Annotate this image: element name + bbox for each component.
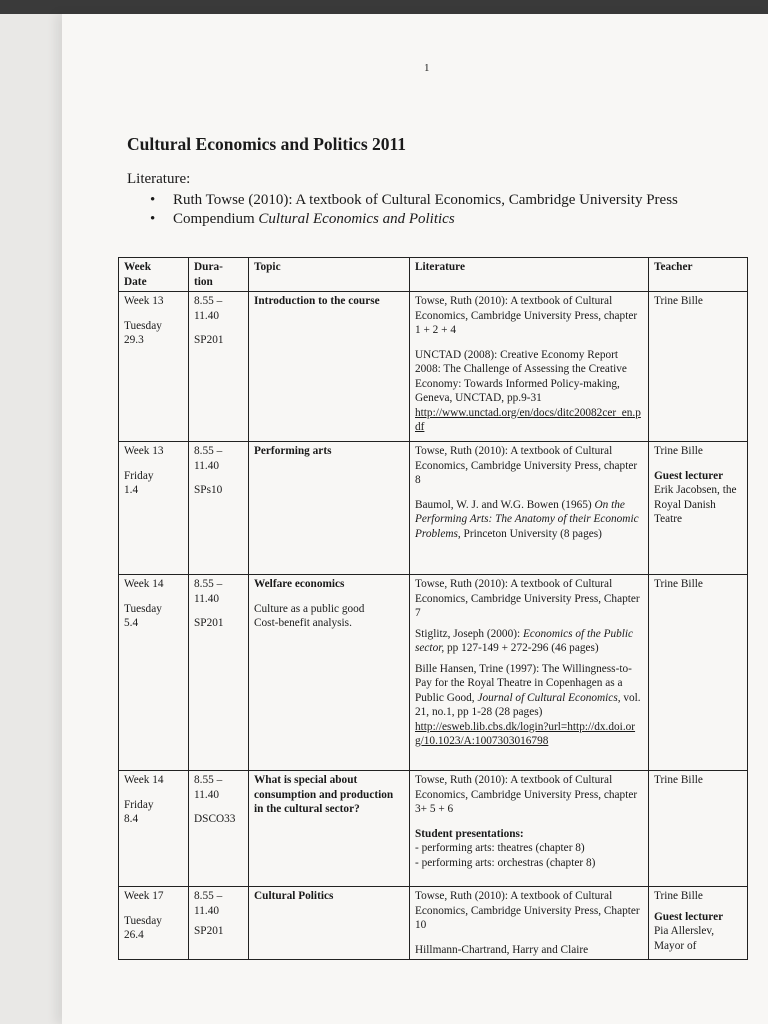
- document-title: Cultural Economics and Politics 2011: [127, 134, 407, 154]
- cell-duration: [189, 887, 249, 960]
- presentation-item: - performing arts: orchestras (chapter 8): [415, 856, 596, 869]
- header-literature: Literature: [410, 258, 649, 292]
- cell-topic: [249, 292, 410, 442]
- page-number: 1: [424, 62, 430, 74]
- cell-literature: [410, 887, 649, 960]
- header-duration-line1: Dura-: [194, 261, 223, 273]
- teacher: Trine Bille: [654, 774, 703, 786]
- literature-item-prefix: Compendium: [173, 211, 259, 227]
- header-date: Date: [124, 275, 147, 288]
- literature-item-title: Cultural Economics and Politics: [258, 211, 455, 227]
- week: Week 13: [124, 295, 164, 307]
- literature-source: , Princeton University (8 pages): [457, 527, 602, 540]
- cell-topic: [249, 575, 410, 771]
- scanner-top-edge: [0, 0, 768, 14]
- schedule-table: [118, 257, 748, 960]
- guest-lecturer-name: Erik Jacobsen, the Royal Danish Teatre: [654, 484, 737, 525]
- room: DSCO33: [194, 813, 236, 825]
- literature-entry: Towse, Ruth (2010): A textbook of Cultural Economics, Cambridge University Press, Chapter 10: [415, 890, 640, 931]
- date: 8.4: [124, 813, 139, 825]
- day: Friday: [124, 469, 154, 482]
- cell-topic: [249, 771, 410, 887]
- cell-week-date: [119, 887, 189, 960]
- literature-entry: [415, 662, 643, 720]
- day: Tuesday: [124, 602, 162, 615]
- literature-entry: UNCTAD (2008): Creative Economy Report 2008: The Challenge of Assessing the Creative Economy: Towards Informed Policy-making, Geneva, UNCTAD, pp.9-31: [415, 348, 627, 404]
- time-end: 11.40: [194, 459, 219, 472]
- table-header-row: [119, 258, 748, 292]
- time-start: 8.55 –: [194, 295, 223, 307]
- cell-duration: [189, 575, 249, 771]
- time-start: 8.55 –: [194, 445, 223, 457]
- cell-literature: [410, 771, 649, 887]
- room: SP201: [194, 617, 224, 629]
- cell-week-date: [119, 292, 189, 442]
- literature-author: Baumol, W. J. and W.G. Bowen (1965): [415, 498, 595, 511]
- cell-duration: [189, 442, 249, 575]
- header-duration-line2: tion: [194, 275, 213, 288]
- table-row: [119, 575, 748, 771]
- cell-week-date: [119, 442, 189, 575]
- table-row: [119, 887, 748, 960]
- cell-teacher: [649, 887, 748, 960]
- header-duration: [189, 258, 249, 292]
- room: SP201: [194, 925, 224, 937]
- literature-list: [150, 191, 678, 229]
- topic: What is special about consumption and production in the cultural sector?: [254, 774, 394, 815]
- date: 26.4: [124, 929, 144, 941]
- time-start: 8.55 –: [194, 774, 223, 786]
- day: Tuesday: [124, 914, 162, 927]
- literature-entry: Towse, Ruth (2010): A textbook of Cultural Economics, Cambridge University Press, chapter 3+ 5 + 6: [415, 774, 638, 815]
- guest-lecturer-name: Pia Allerslev, Mayor of: [654, 925, 715, 952]
- topic: Cultural Politics: [254, 890, 334, 902]
- literature-author: Bille Hansen, Trine (1997): The Willingness-to-Pay for the Royal Theatre in Copenhagen as a Public Good,: [415, 662, 632, 704]
- teacher: Trine Bille: [654, 295, 703, 307]
- time-end: 11.40: [194, 592, 219, 605]
- topic-note: Cost-benefit analysis.: [254, 617, 352, 629]
- header-topic: Topic: [249, 258, 410, 292]
- literature-item: • Ruth Towse (2010): A textbook of Cultural Economics, Cambridge University Press: [150, 191, 678, 210]
- literature-entry: [415, 498, 643, 542]
- time-end: 11.40: [194, 904, 219, 917]
- literature-entry: Hillmann-Chartrand, Harry and Claire: [415, 943, 589, 956]
- literature-title: On the Performing Arts: The Anatomy of their Economic Problems: [415, 498, 639, 540]
- time-start: 8.55 –: [194, 578, 223, 590]
- room: SP201: [194, 334, 224, 346]
- topic: Welfare economics: [254, 578, 345, 590]
- topic: Performing arts: [254, 445, 332, 457]
- cell-teacher: [649, 575, 748, 771]
- week: Week 17: [124, 890, 164, 902]
- header-teacher: Teacher: [649, 258, 748, 292]
- literature-source: pp 127-149 + 272-296 (46 pages): [444, 642, 599, 654]
- cell-teacher: [649, 771, 748, 887]
- cell-literature: [410, 442, 649, 575]
- week: Week 14: [124, 578, 164, 590]
- time-end: 11.40: [194, 309, 219, 322]
- date: 29.3: [124, 334, 144, 346]
- week: Week 14: [124, 774, 164, 786]
- date: 5.4: [124, 617, 139, 629]
- time-end: 11.40: [194, 788, 219, 801]
- presentation-item: - performing arts: theatres (chapter 8): [415, 842, 585, 854]
- time-start: 8.55 –: [194, 890, 223, 902]
- topic: Introduction to the course: [254, 295, 380, 307]
- cell-topic: [249, 887, 410, 960]
- literature-link[interactable]: http://www.unctad.org/en/docs/ditc20082cer_en.pdf: [415, 406, 641, 433]
- day: Friday: [124, 798, 154, 811]
- header-week-date: [119, 258, 189, 292]
- cell-teacher: [649, 292, 748, 442]
- cell-teacher: [649, 442, 748, 575]
- guest-lecturer-label: Guest lecturer: [654, 469, 724, 482]
- literature-entry: Towse, Ruth (2010): A textbook of Cultural Economics, Cambridge University Press, chapter 8: [415, 445, 638, 486]
- literature-author: Stiglitz, Joseph (2000):: [415, 627, 523, 640]
- literature-item: [150, 210, 678, 229]
- cell-literature: [410, 292, 649, 442]
- literature-entry: Towse, Ruth (2010): A textbook of Cultural Economics, Cambridge University Press, chapter 1 + 2 + 4: [415, 295, 638, 336]
- student-presentations-label: Student presentations:: [415, 827, 524, 840]
- date: 1.4: [124, 484, 139, 496]
- table-row: [119, 442, 748, 575]
- literature-source: vol. 21, no.1, pp 1-28 (28 pages): [415, 691, 641, 718]
- cell-week-date: [119, 771, 189, 887]
- literature-entry: Towse, Ruth (2010): A textbook of Cultural Economics, Cambridge University Press, Chapter 7: [415, 578, 640, 619]
- teacher: Trine Bille: [654, 890, 703, 902]
- cell-duration: [189, 292, 249, 442]
- literature-link[interactable]: http://esweb.lib.cbs.dk/login?url=http://dx.doi.org/10.1023/A:1007303016798: [415, 720, 636, 747]
- teacher: Trine Bille: [654, 578, 703, 590]
- cell-duration: [189, 771, 249, 887]
- cell-topic: [249, 442, 410, 575]
- table-row: [119, 292, 748, 442]
- literature-label: Literature:: [127, 171, 191, 187]
- cell-literature: [410, 575, 649, 771]
- topic-note: Culture as a public good: [254, 602, 365, 615]
- cell-week-date: [119, 575, 189, 771]
- teacher: Trine Bille: [654, 445, 703, 457]
- table-row: [119, 771, 748, 887]
- literature-title: Economics of the Public sector,: [415, 627, 634, 654]
- literature-entry: [415, 627, 643, 656]
- literature-title: Journal of Cultural Economics,: [477, 691, 621, 704]
- day: Tuesday: [124, 319, 162, 332]
- guest-lecturer-label: Guest lecturer: [654, 910, 724, 923]
- room: SPs10: [194, 484, 223, 496]
- header-week: Week: [124, 261, 151, 273]
- week: Week 13: [124, 445, 164, 457]
